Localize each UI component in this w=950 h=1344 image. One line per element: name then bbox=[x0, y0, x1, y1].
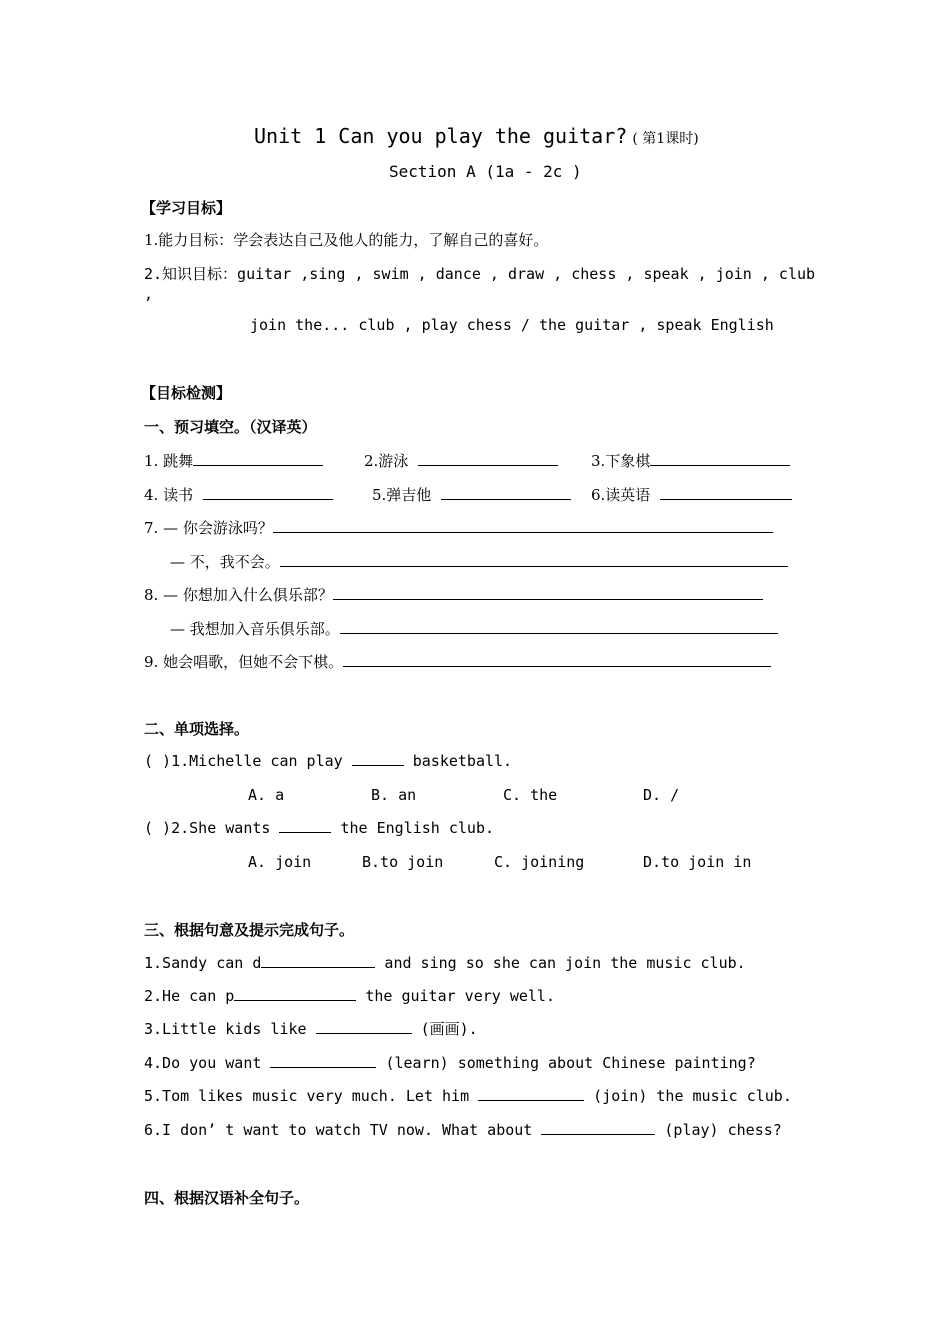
mc-option-b[interactable]: B. an bbox=[371, 786, 417, 804]
fill-item-2 bbox=[144, 986, 555, 1006]
answer-blank[interactable] bbox=[261, 953, 375, 968]
p1-question: 9. 她会唱歌，但她不会下棋。 bbox=[144, 653, 344, 671]
answer-blank[interactable] bbox=[660, 483, 792, 500]
mc-option-a[interactable]: A. a bbox=[248, 786, 285, 804]
p1-q9 bbox=[144, 650, 771, 672]
goal-item-1: 1.能力目标：学会表达自己及他人的能力，了解自己的喜好。 bbox=[144, 231, 549, 249]
answer-blank[interactable] bbox=[541, 1120, 655, 1135]
p1-item-english bbox=[591, 483, 792, 505]
answer-blank[interactable] bbox=[270, 1053, 376, 1068]
p1-label: 6.读英语 bbox=[591, 486, 651, 504]
answer-blank[interactable] bbox=[316, 1019, 412, 1034]
fill-stem: 5.Tom likes music very much. Let him bbox=[144, 1087, 479, 1105]
answer-blank[interactable] bbox=[418, 449, 558, 466]
answer-blank[interactable] bbox=[193, 449, 323, 466]
mc-question-1 bbox=[144, 751, 512, 771]
p1-question: — 不，我不会。 bbox=[170, 553, 280, 571]
fill-item-1 bbox=[144, 953, 746, 973]
answer-blank[interactable] bbox=[478, 1086, 584, 1101]
p1-question: — 我想加入音乐俱乐部。 bbox=[170, 620, 340, 638]
p1-item-guitar bbox=[372, 483, 571, 505]
answer-paren[interactable]: ( ) bbox=[144, 752, 172, 770]
part1-heading: 一、预习填空。（汉译英） bbox=[144, 418, 317, 436]
title-text: Unit 1 Can you play the guitar? bbox=[254, 124, 628, 148]
answer-blank[interactable] bbox=[441, 483, 571, 500]
p1-q7b bbox=[170, 550, 788, 572]
fill-stem-end: (learn) something about Chinese painting? bbox=[376, 1054, 756, 1072]
answer-blank[interactable] bbox=[352, 751, 404, 766]
goals-heading: 【学习目标】 bbox=[141, 199, 232, 217]
p1-question: 7. — 你会游泳吗？ bbox=[144, 519, 273, 537]
fill-item-3 bbox=[144, 1019, 478, 1039]
mc-option-d[interactable]: D.to join in bbox=[643, 853, 752, 871]
mc-stem-end: basketball. bbox=[403, 752, 513, 770]
answer-paren[interactable]: ( ) bbox=[144, 819, 172, 837]
fill-item-4 bbox=[144, 1053, 756, 1073]
fill-stem-end: (play) chess? bbox=[655, 1121, 782, 1139]
title-note: ( 第1课时) bbox=[632, 131, 699, 147]
p1-label: 3.下象棋 bbox=[591, 452, 651, 470]
fill-stem: 2.He can p bbox=[144, 987, 235, 1005]
answer-blank[interactable] bbox=[280, 550, 788, 567]
part4-heading: 四、根据汉语补全句子。 bbox=[144, 1189, 310, 1207]
mc-stem: 1.Michelle can play bbox=[171, 752, 352, 770]
fill-stem-end: (画画). bbox=[411, 1020, 478, 1038]
fill-stem-end: (join) the music club. bbox=[584, 1087, 792, 1105]
p1-label: 1. 跳舞 bbox=[144, 452, 194, 470]
part3-heading: 三、根据句意及提示完成句子。 bbox=[144, 921, 355, 939]
answer-blank[interactable] bbox=[279, 818, 331, 833]
p1-item-dance bbox=[144, 449, 323, 471]
fill-stem-end: and sing so she can join the music club. bbox=[375, 954, 746, 972]
part2-heading: 二、单项选择。 bbox=[144, 720, 250, 738]
p1-q8a bbox=[144, 583, 763, 605]
answer-blank[interactable] bbox=[343, 650, 771, 667]
goal-item-2-line2: join the... club , play chess / the guitar , speak English bbox=[250, 316, 774, 334]
p1-label: 5.弹吉他 bbox=[372, 486, 432, 504]
mc-option-d[interactable]: D. / bbox=[643, 786, 680, 804]
page-title bbox=[254, 124, 699, 148]
answer-blank[interactable] bbox=[340, 617, 778, 634]
mc-option-a[interactable]: A. join bbox=[248, 853, 312, 871]
fill-stem: 3.Little kids like bbox=[144, 1020, 316, 1038]
p1-question: 8. — 你想加入什么俱乐部？ bbox=[144, 586, 333, 604]
p1-label: 4. 读书 bbox=[144, 486, 194, 504]
p1-item-chess bbox=[591, 449, 790, 471]
mc-question-2 bbox=[144, 818, 494, 838]
fill-stem: 1.Sandy can d bbox=[144, 954, 262, 972]
p1-item-read bbox=[144, 483, 333, 505]
fill-stem: 4.Do you want bbox=[144, 1054, 271, 1072]
p1-item-swim bbox=[364, 449, 558, 471]
goal-item-2: 2.知识目标：guitar ,sing , swim , dance , draw , chess , speak , join , club bbox=[144, 265, 816, 283]
mc-option-b[interactable]: B.to join bbox=[362, 853, 444, 871]
mc-option-c[interactable]: C. joining bbox=[494, 853, 585, 871]
fill-item-5 bbox=[144, 1086, 792, 1106]
fill-item-6 bbox=[144, 1120, 782, 1140]
answer-blank[interactable] bbox=[203, 483, 333, 500]
goal-item-2-comma: , bbox=[144, 285, 154, 303]
p1-label: 2.游泳 bbox=[364, 452, 409, 470]
check-heading: 【目标检测】 bbox=[141, 384, 232, 402]
fill-stem: 6.I don’ t want to watch TV now. What about bbox=[144, 1121, 542, 1139]
answer-blank[interactable] bbox=[273, 516, 773, 533]
page-subtitle: Section A (1a - 2c ) bbox=[389, 162, 582, 181]
answer-blank[interactable] bbox=[234, 986, 356, 1001]
p1-q8b bbox=[170, 617, 778, 639]
answer-blank[interactable] bbox=[650, 449, 790, 466]
fill-stem-end: the guitar very well. bbox=[356, 987, 555, 1005]
mc-option-c[interactable]: C. the bbox=[503, 786, 558, 804]
mc-stem-end: the English club. bbox=[331, 819, 495, 837]
mc-stem: 2.She wants bbox=[171, 819, 280, 837]
answer-blank[interactable] bbox=[333, 583, 763, 600]
p1-q7a bbox=[144, 516, 773, 538]
